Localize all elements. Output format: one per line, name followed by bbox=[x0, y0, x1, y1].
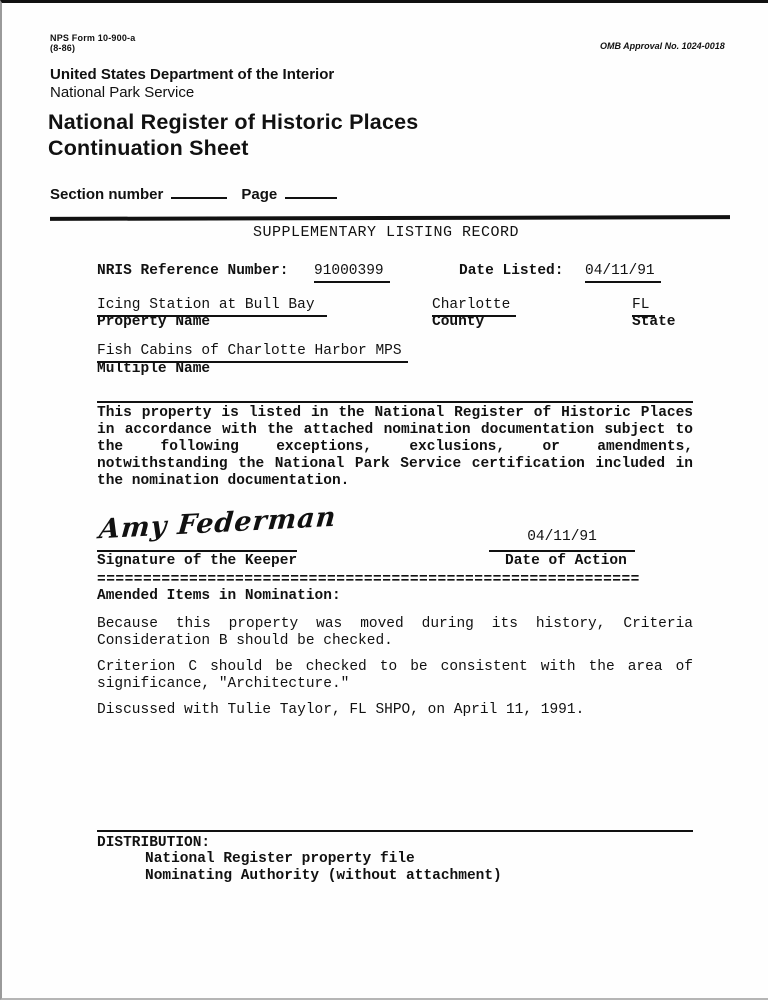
distribution-list bbox=[145, 851, 705, 885]
amended-paragraph-3 bbox=[97, 702, 693, 719]
distribution-heading: DISTRIBUTION: bbox=[97, 835, 211, 851]
section-page-row bbox=[50, 184, 337, 203]
text-line: in accordance with the attached nomination documentation subject to bbox=[97, 422, 693, 438]
supplementary-heading: SUPPLEMENTARY LISTING RECORD bbox=[252, 224, 520, 241]
nris-value: 91000399 bbox=[314, 263, 390, 283]
section-number-label: Section number bbox=[50, 186, 164, 203]
date-listed-label: Date Listed: bbox=[459, 263, 564, 279]
multiple-name-value: Fish Cabins of Charlotte Harbor MPS bbox=[97, 343, 408, 363]
form-number bbox=[50, 33, 135, 53]
date-of-action-area bbox=[489, 525, 635, 552]
amended-paragraph-2 bbox=[97, 659, 693, 693]
state-label: State bbox=[632, 314, 676, 330]
text-line: notwithstanding the National Park Service certification included in bbox=[97, 456, 693, 472]
text-line: the nomination documentation. bbox=[97, 473, 350, 489]
agency-name: United States Department of the Interior bbox=[50, 66, 335, 83]
text-line: significance, "Architecture." bbox=[97, 676, 350, 692]
text-line: Consideration B should be checked. bbox=[97, 633, 393, 649]
keeper-signature-area bbox=[97, 500, 338, 552]
form-number-line1: NPS Form 10-900-a bbox=[50, 33, 136, 43]
form-number-line2: (8-86) bbox=[50, 43, 76, 53]
date-of-action-value: 04/11/91 bbox=[527, 529, 597, 545]
page-blank bbox=[285, 184, 337, 199]
nris-label: NRIS Reference Number: bbox=[97, 263, 289, 279]
certification-paragraph bbox=[97, 405, 693, 490]
date-listed-value: 04/11/91 bbox=[585, 263, 661, 283]
keeper-signature: Amy Federman bbox=[97, 501, 338, 546]
amended-heading: Amended Items in Nomination: bbox=[97, 588, 341, 604]
amended-paragraph-1 bbox=[97, 616, 693, 650]
date-of-action-label: Date of Action bbox=[505, 553, 627, 569]
text-line: Discussed with Tulie Taylor, FL SHPO, on April 11, 1991. bbox=[97, 702, 585, 718]
county-value: Charlotte bbox=[432, 297, 516, 317]
omb-approval: OMB Approval No. 1024-0018 bbox=[600, 41, 725, 51]
document-title-line1: National Register of Historic Places bbox=[48, 110, 419, 134]
section-number-blank bbox=[171, 184, 227, 199]
document-title-line2: Continuation Sheet bbox=[48, 136, 249, 160]
text-line: Criterion C should be checked to be consistent with the area of bbox=[97, 659, 693, 675]
certification-rule bbox=[97, 401, 693, 403]
distribution-rule bbox=[97, 830, 693, 832]
text-line: National Register property file bbox=[145, 851, 415, 867]
text-line: the following exceptions, exclusions, or amendments, bbox=[97, 439, 693, 455]
separator-line: =========================================================== bbox=[97, 572, 640, 588]
property-name-label: Property Name bbox=[97, 314, 211, 330]
bureau-name: National Park Service bbox=[50, 84, 195, 101]
county-label: County bbox=[432, 314, 485, 330]
state-value: FL bbox=[632, 297, 655, 317]
document-title bbox=[48, 109, 418, 161]
multiple-name-label: Multiple Name bbox=[97, 361, 211, 377]
property-name-value: Icing Station at Bull Bay bbox=[97, 297, 327, 317]
text-line: Nominating Authority (without attachment) bbox=[145, 868, 502, 884]
header-rule bbox=[50, 215, 730, 221]
text-line: Because this property was moved during its history, Criteria bbox=[97, 616, 693, 632]
signature-label: Signature of the Keeper bbox=[97, 553, 298, 569]
page-label: Page bbox=[241, 186, 278, 203]
text-line: This property is listed in the National Register of Historic Places bbox=[97, 405, 693, 421]
